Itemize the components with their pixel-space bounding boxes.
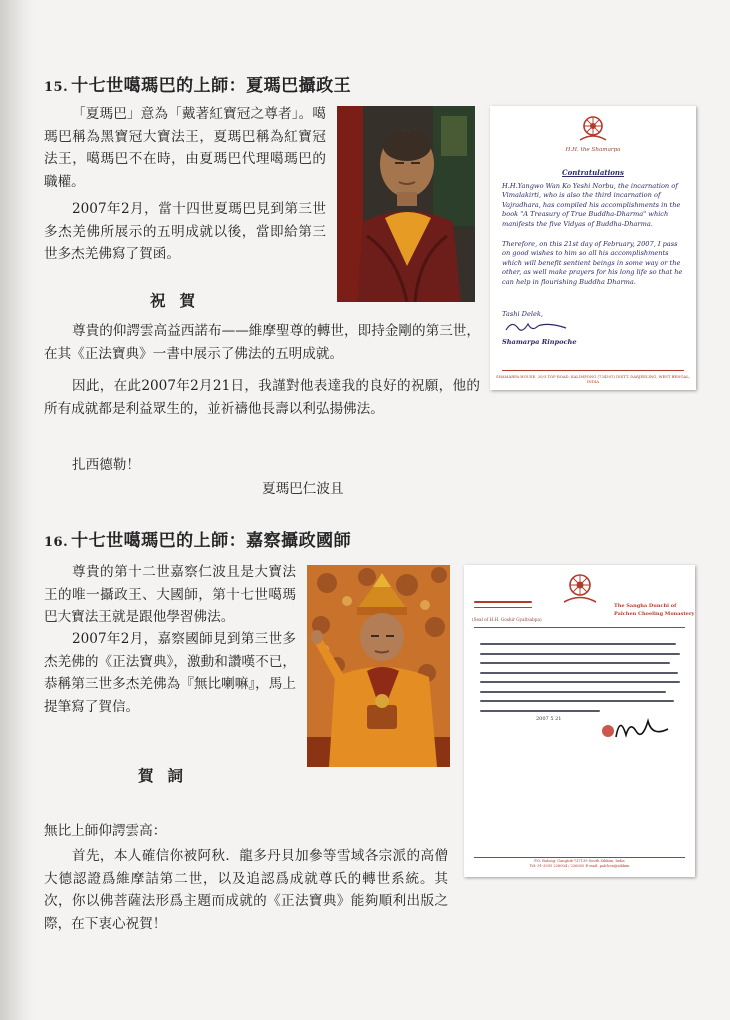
section-15-title: 十七世噶瑪巴的上師：夏瑪巴攝政王 <box>71 76 352 96</box>
section-16-salutation: 無比上師仰諤雲高： <box>44 823 167 839</box>
letter-tibetan-letterhead <box>474 601 532 612</box>
section-15-signature: 夏瑪巴仁波且 <box>262 481 344 497</box>
shamarpa-congratulation-letter <box>490 106 696 390</box>
section-16-heading <box>44 526 351 551</box>
section-16-congratulations-title: 賀詞 <box>138 766 198 785</box>
letter-footer-rule <box>474 857 685 858</box>
section-16-intro-paragraph-2: 2007年2月，嘉察國師見到第三世多杰羌佛的《正法寶典》，激動和讚嘆不已，恭稱第三世多杰羌佛為『無比喇嘛』，馬上提筆寫了賀信。 <box>44 631 296 715</box>
letter-seal-caption: (Seal of H.H. Goshir Gyaltsabpa) <box>472 617 542 622</box>
section-16-body-paragraph: 首先，本人確信你被阿秋．龍多丹貝加參等雪域各宗派的高僧大德認證爲維摩詰第二世，以及追認爲成就尊氏的轉世系統。其次，你以佛菩薩法形爲主題而成就的《正法寶典》能夠順利出版之際，在下衷心祝賀！ <box>44 848 448 932</box>
letter-monastery-line-2: Palchen Choeling Monastery <box>614 611 695 617</box>
section-16-intro-paragraph-1: 尊貴的第十二世嘉察仁波且是大寶法王的唯一攝政王、大國師，第十七世噶瑪巴大寶法王就是跟他學習佛法。 <box>44 564 296 625</box>
section-15-body-paragraph-2: 因此，在此2007年2月21日，我謹對他表達我的良好的祝願，他的所有成就都是利益眾生的，並祈禱他長壽以利弘揚佛法。 <box>44 378 480 417</box>
section-16-body-last-line-extension <box>440 892 670 918</box>
letter-header-rule <box>474 627 685 628</box>
section-16-title: 十七世噶瑪巴的上師：嘉察攝政國師 <box>71 531 352 551</box>
section-15-congratulations-title: 祝賀 <box>150 291 210 310</box>
section-16-number: 16. <box>44 535 69 550</box>
letter-title: Contratulations <box>562 168 624 177</box>
letter-footer-address: SHAMARPA HOUSE, 20/3 TOP ROAD, KALIMPONG (734301) DISTT. DARJEELING, WEST BENGAL, INDIA <box>496 374 691 384</box>
shamarpa-portrait-photo <box>337 106 475 302</box>
letter-monastery-line-1: The Sangha Dunchi of <box>614 603 677 609</box>
section-15-intro-paragraph-2: 2007年2月，當十四世夏瑪巴見到第三世多杰羌佛所展示的五明成就以後，當即給第三世多杰羌佛寫了賀函。 <box>44 201 326 262</box>
letter-closing: Tashi Delek, <box>502 310 543 318</box>
letter-crest-caption: H.H. the Shamarpa <box>565 147 621 153</box>
letter-paragraph-1: H.H.Yangwo Wan Ko Yeshi Norbu, the incarnation of Vimalakirti, who is also the third incarnation of Vajradhara, has compiled his accomplishments in the book "A Treasury of True Buddha-Dharma" which manifests the five Vidyas of Buddha-Dharma. <box>502 182 681 228</box>
letter-footer-rule <box>502 370 684 371</box>
gyaltsab-congratulation-letter <box>464 565 695 877</box>
letter-signer-name: Shamarpa Rinpoche <box>502 338 577 346</box>
monastery-crest-icon <box>560 571 600 607</box>
section-15-closing: 扎西德勒！ <box>72 457 140 473</box>
section-15-body-paragraph-1: 尊貴的仰諤雲高益西諾布——維摩聖尊的轉世，即持金剛的第三世，在其《正法寶典》一書中展示了佛法的五明成就。 <box>44 323 480 362</box>
gyaltsab-signature-icon <box>594 707 674 747</box>
letter-paragraph-2: Therefore, on this 21st day of February, 2007, I pass on good wishes to him so all his accomplishments which will benefit sentient beings in some way or the other, as well make prayers for his long life so that he can help in flourishing Buddha Dharma. <box>502 240 683 286</box>
letter-address-line-2: Tel: 91-3595 226004 / 226005 E-mail: palchen@sikkim <box>529 864 630 868</box>
letter-date: 2007 5 21 <box>536 716 562 722</box>
dharma-wheel-crest-icon <box>576 114 610 144</box>
section-15-number: 15. <box>44 80 69 95</box>
page-binding-shadow <box>0 0 34 1020</box>
section-15-intro-paragraph-1: 「夏瑪巴」意為「戴著紅寶冠之尊者」。噶瑪巴稱為黑寶冠大寶法王，夏瑪巴稱為紅寶冠法王，噶瑪巴不在時，由夏瑪巴代理噶瑪巴的職權。 <box>44 106 326 190</box>
shamarpa-signature-icon <box>504 318 568 336</box>
section-15-heading <box>44 71 351 96</box>
gyaltsab-rinpoche-photo <box>307 565 450 767</box>
letter-address-line-1: P.O. Ralong, Gangtok-737139 South Sikkim, India <box>534 859 625 863</box>
